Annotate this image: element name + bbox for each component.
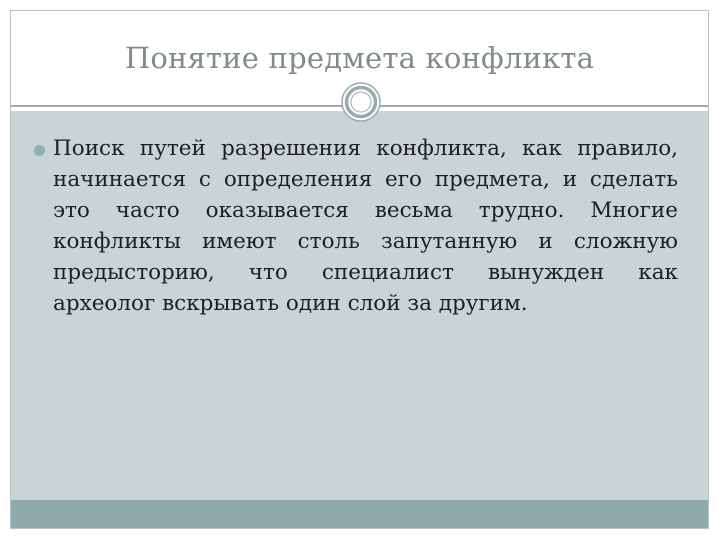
slide-title: Понятие предмета конфликта	[124, 41, 595, 75]
slide	[10, 10, 709, 529]
content-area	[11, 111, 708, 502]
circle-bullet-icon	[34, 145, 45, 156]
body-paragraph: Поиск путей разрешения конфликта, как правило, начинается с определения его предмета, и сделать это часто оказывается весьма трудно. Многие конфликты имеют столь запутанную и сложную предысторию, что специалист вынужден как археолог вскрывать один слой за другим.	[53, 136, 678, 316]
ring-icon	[341, 82, 381, 122]
footer-bar	[11, 500, 708, 528]
